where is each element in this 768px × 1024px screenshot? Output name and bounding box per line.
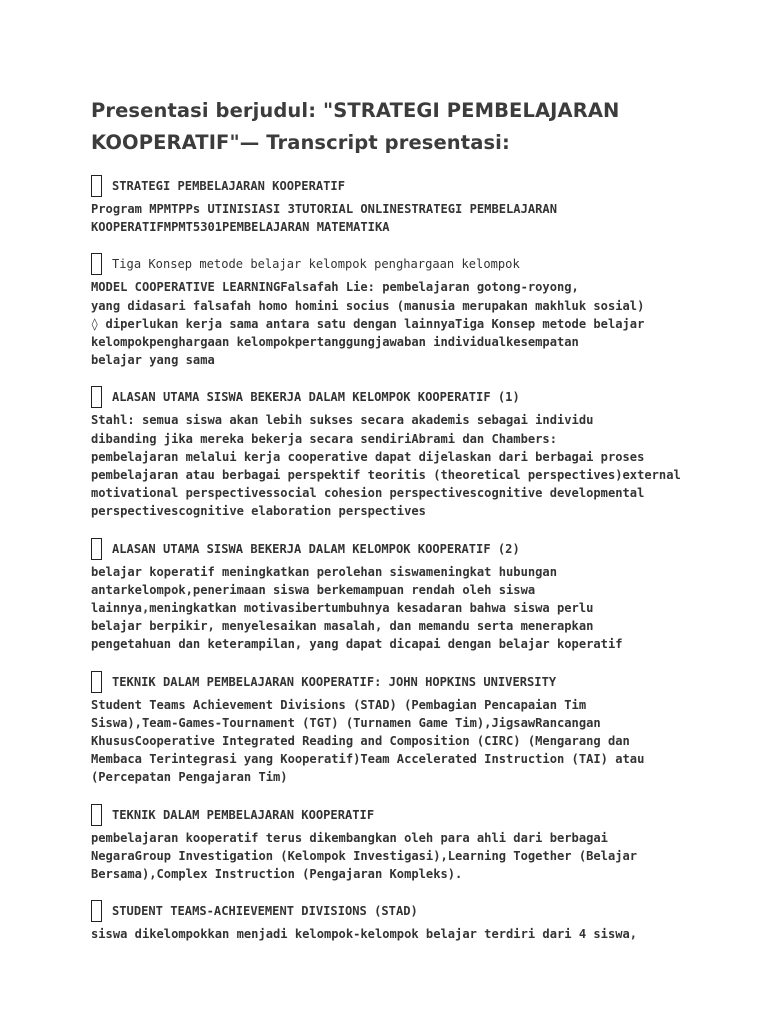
slide-section-3 bbox=[91, 384, 691, 520]
slide-body: siswa dikelompokkan menjadi kelompok-kelompok belajar terdiri dari 4 siswa, bbox=[91, 927, 638, 942]
slide-heading: STUDENT TEAMS-ACHIEVEMENT DIVISIONS (STAD) bbox=[112, 904, 418, 919]
slide-section-7 bbox=[91, 898, 691, 943]
slide-section-4 bbox=[91, 536, 691, 654]
slide-body: pembelajaran kooperatif terus dikembangkan oleh para ahli dari berbagai NegaraGroup Investigation (Kelompok Investigasi),Learning Together (Belajar Bersama),Complex Instruction (Pengajaran Kompleks). bbox=[91, 830, 638, 882]
slide-header bbox=[91, 802, 691, 828]
slide-heading: ALASAN UTAMA SISWA BEKERJA DALAM KELOMPOK KOOPERATIF (1) bbox=[112, 390, 520, 405]
slide-section-5 bbox=[91, 669, 691, 787]
slide-box-icon bbox=[91, 804, 102, 826]
slide-box-icon bbox=[91, 253, 102, 275]
slide-body: MODEL COOPERATIVE LEARNINGFalsafah Lie: pembelajaran gotong-royong, yang didasari falsafah homo homini socius (manusia merupakan makhluk sosial) ◊ diperlukan kerja sama antara satu dengan lainnyaTiga Konsep metode belajar kelompokpenghargaan kelompokpertanggungjawaban individualkesempatan belajar yang sama bbox=[91, 280, 645, 368]
slide-section-6 bbox=[91, 802, 691, 884]
slide-section-1 bbox=[91, 173, 691, 236]
transcript-page bbox=[91, 95, 691, 958]
slide-box-icon bbox=[91, 671, 102, 693]
slide-heading: ALASAN UTAMA SISWA BEKERJA DALAM KELOMPOK KOOPERATIF (2) bbox=[112, 541, 520, 556]
slide-body: Stahl: semua siswa akan lebih sukses secara akademis sebagai individu dibanding jika mereka bekerja secara sendiriAbrami dan Chambers: pembelajaran melalui kerja cooperative dapat dijelaskan dari berbagai proses pembelajaran atau berbagai perspektif teoritis (theoretical perspectives)external motivational perspectivessocial cohesion perspectivescognitive developmental perspectivescognitive elaboration perspectives bbox=[91, 413, 681, 519]
slide-body: Program MPMTPPs UTINISIASI 3TUTORIAL ONLINESTRATEGI PEMBELAJARAN KOOPERATIFMPMT5301PEMBELAJARAN MATEMATIKA bbox=[91, 202, 557, 235]
page-title: Presentasi berjudul: "STRATEGI PEMBELAJARAN KOOPERATIF"— Transcript presentasi: bbox=[91, 99, 620, 154]
slide-body: Student Teams Achievement Divisions (STAD) (Pembagian Pencapaian Tim Siswa),Team-Games-Tournament (TGT) (Turnamen Game Tim),JigsawRancangan KhususCooperative Integrated Reading and Composition (CIRC) (Mengarang dan Membaca Terintegrasi yang Kooperatif)Team Accelerated Instruction (TAI) atau (Percepatan Pengajaran Tim) bbox=[91, 697, 645, 785]
slide-box-icon bbox=[91, 175, 102, 197]
slide-box-icon bbox=[91, 900, 102, 922]
slide-header bbox=[91, 669, 691, 695]
slide-heading: STRATEGI PEMBELAJARAN KOOPERATIF bbox=[112, 179, 345, 193]
slide-header bbox=[91, 898, 691, 924]
slide-section-2 bbox=[91, 251, 691, 369]
slide-heading: Tiga Konsep metode belajar kelompok penghargaan kelompok bbox=[112, 257, 520, 272]
slide-header bbox=[91, 536, 691, 562]
slide-box-icon bbox=[91, 538, 102, 560]
slide-heading: TEKNIK DALAM PEMBELAJARAN KOOPERATIF: JOHN HOPKINS UNIVERSITY bbox=[112, 674, 557, 689]
slide-header bbox=[91, 251, 691, 277]
slide-box-icon bbox=[91, 386, 102, 408]
slide-heading: TEKNIK DALAM PEMBELAJARAN KOOPERATIF bbox=[112, 807, 375, 822]
slide-header bbox=[91, 173, 691, 199]
slide-body: belajar koperatif meningkatkan perolehan siswameningkat hubungan antarkelompok,penerimaan siswa berkemampuan rendah oleh siswa lainnya,meningkatkan motivasibertumbuhnya kesadaran bahwa siswa perlu belajar berpikir, menyelesaikan masalah, dan memandu serta menerapkan pengetahuan dan keterampilan, yang dapat dicapai dengan belajar koperatif bbox=[91, 564, 623, 652]
slide-header bbox=[91, 384, 691, 410]
